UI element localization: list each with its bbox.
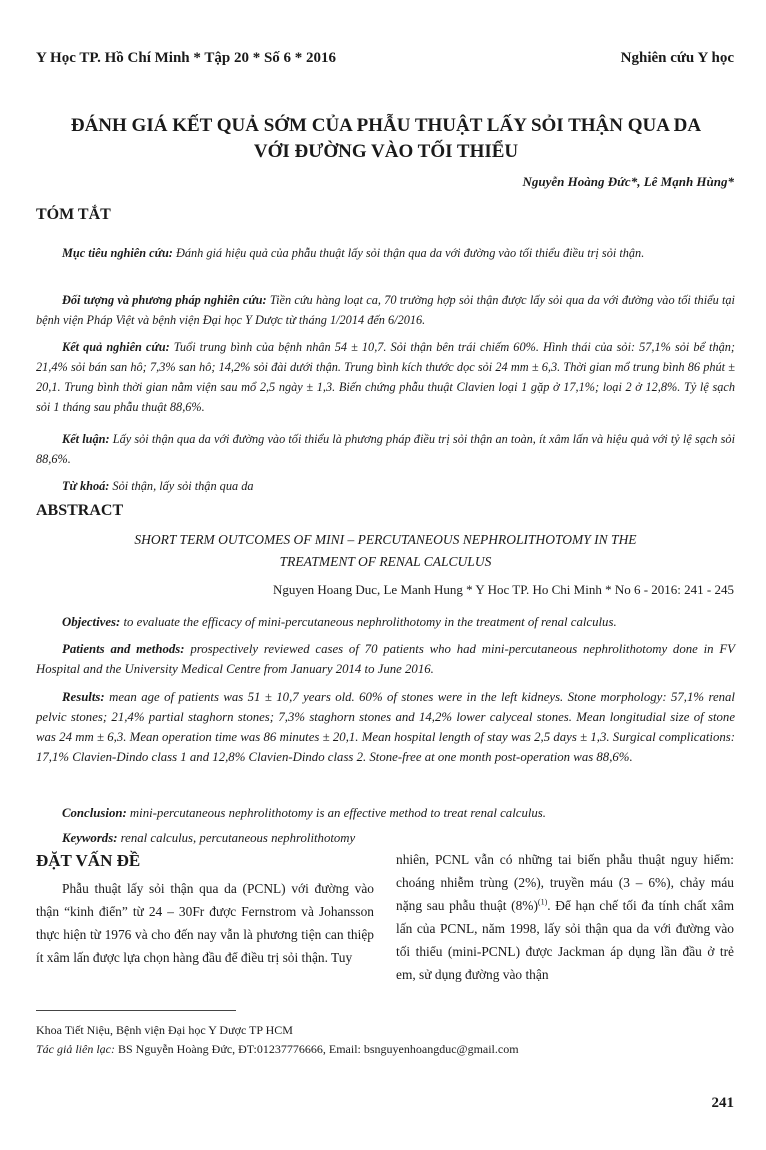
summary-keywords-text: Sỏi thận, lấy sỏi thận qua da [112, 479, 254, 493]
abstract-keywords-text: renal calculus, percutaneous nephrolithotomy [120, 831, 356, 845]
footnote-contact [36, 1042, 519, 1057]
abstract-title-line-2: TREATMENT OF RENAL CALCULUS [279, 554, 492, 569]
abstract-results [36, 687, 735, 767]
section-header: Nghiên cứu Y học [620, 50, 734, 66]
abstract-patients-label: Patients and methods: [62, 642, 185, 656]
summary-objective-text: Đánh giá hiệu quả của phẫu thuật lấy sỏi thận qua da với đường vào tối thiểu điều trị sỏi thận. [175, 246, 645, 260]
footnote-affiliation: Khoa Tiết Niệu, Bệnh viện Đại học Y Dược TP HCM [36, 1023, 293, 1037]
journal-header: Y Học TP. Hồ Chí Minh * Tập 20 * Số 6 * 2016 [36, 50, 337, 66]
page-number: 241 [711, 1095, 734, 1111]
footnote-divider [36, 1010, 236, 1011]
footnote-contact-label: Tác giả liên lạc: [36, 1042, 115, 1056]
summary-results-text: Tuổi trung bình của bệnh nhân 54 ± 10,7. Sỏi thận bên trái chiếm 60%. Hình thái của sỏi: 57,1% sỏi bể thận; 21,4% sỏi bán san hô; 7,3% san hô; 14,2% sỏi đài dưới thận. Trung bình kích thước dọc sỏi 24 mm ± 6,3. Thời gian mổ trung bình 86 phút ± 20,1. Trung bình thời gian nằm viện sau mổ 2,5 ngày ± 1,3. Biến chứng phẫu thuật Clavien loại 1 gặp ở 17,1%; loại 2 ở 12,8%. Tỷ lệ sạch sỏi 1 tháng sau phẫu thuật 88,6%. [36, 340, 735, 414]
summary-methods [36, 290, 735, 330]
abstract-patients [36, 639, 735, 679]
summary-keywords-label: Từ khoá: [62, 479, 110, 493]
summary-conclusion-label: Kết luận: [62, 432, 110, 446]
abstract-results-text: mean age of patients was 51 ± 10,7 years old. 60% of stones were in the left kidneys. Stone morphology: 57,1% renal pelvic stones; 21,4% partial staghorn stones; 7,3% staghorn stones and 14,2% lower calyceal stones. Mean longitudial size of stone was 24 mm ± 6,3. Mean operation time was 86 minutes ± 20,1. Mean hospital length of stay was 2,5 days ± 1,3. Surgical complications: 17,1% Clavien-Dindo class 1 and 12,8% Clavien-Dindo class 2. Stone-free at one month post-operation was 88,6%. [36, 690, 735, 764]
summary-conclusion-text: Lấy sỏi thận qua da với đường vào tối thiểu là phương pháp điều trị sỏi thận an toàn, ít xâm lấn và hiệu quả với tỷ lệ sạch sỏi 88,6%. [36, 432, 735, 466]
authors: Nguyễn Hoàng Đức*, Lê Mạnh Hùng* [522, 174, 734, 189]
summary-objective [36, 243, 735, 263]
intro-right-text-a: nhiên, PCNL vẫn có những tai biến phẫu thuật nguy hiểm: choáng nhiễm trùng (2%), truyền máu (3 – 6%), chảy máu nặng sau phẫu thuật (8%) [396, 852, 734, 913]
intro-left-column: Phẫu thuật lấy sỏi thận qua da (PCNL) với đường vào thận “kinh điển” từ 24 – 30Fr được Fernstrom và Johansson thực hiện từ 1976 và cho đến nay vẫn là phương tiện can thiệp ít xâm lấn được lựa chọn hàng đầu để điều trị sỏi thận. Tuy [36, 881, 374, 965]
reference-marker: (1) [537, 897, 548, 907]
summary-results-label: Kết quả nghiên cứu: [62, 340, 170, 354]
abstract-conclusion-label: Conclusion: [62, 806, 127, 820]
intro-right-text-b: . Để hạn chế tối đa tính chất xâm lấn của PCNL, năm 1998, lấy sỏi thận qua da với đường vào tối thiểu (mini-PCNL) được Jackman áp dụng lần đầu ở trẻ em, sử dụng đường vào thận [396, 898, 735, 982]
intro-heading: ĐẶT VẤN ĐỀ [36, 851, 141, 870]
summary-objective-label: Mục tiêu nghiên cứu: [62, 246, 173, 260]
abstract-keywords [36, 828, 735, 848]
abstract-objectives [36, 612, 735, 632]
abstract-patients-text: prospectively reviewed cases of 70 patients who had mini-percutaneous nephrolithotomy done in FV Hospital and the University Medical Centre from January 2014 to June 2016. [36, 642, 735, 676]
abstract-citation: Nguyen Hoang Duc, Le Manh Hung * Y Hoc TP. Ho Chi Minh * No 6 - 2016: 241 - 245 [273, 582, 734, 597]
summary-heading: TÓM TẮT [36, 206, 111, 223]
summary-methods-text: Tiền cứu hàng loạt ca, 70 trường hợp sỏi thận được lấy sỏi qua da với đường vào tối thiểu tại bệnh viện Pháp Việt và bệnh viện Đại học Y Dược từ tháng 1/2014 đến 6/2016. [36, 293, 735, 327]
abstract-keywords-label: Keywords: [62, 831, 118, 845]
intro-right-column [396, 848, 734, 986]
abstract-heading: ABSTRACT [36, 502, 124, 519]
abstract-objectives-text: to evaluate the efficacy of mini-percutaneous nephrolithotomy in the treatment of renal calculus. [123, 615, 617, 629]
summary-keywords [36, 476, 735, 496]
abstract-objectives-label: Objectives: [62, 615, 121, 629]
article-title-line-1: ĐÁNH GIÁ KẾT QUẢ SỚM CỦA PHẪU THUẬT LẤY SỎI THẬN QUA DA [70, 115, 702, 136]
article-title-line-2: VỚI ĐƯỜNG VÀO TỐI THIỂU [253, 141, 519, 162]
abstract-conclusion-text: mini-percutaneous nephrolithotomy is an effective method to treat renal calculus. [129, 806, 546, 820]
abstract-results-label: Results: [62, 690, 105, 704]
summary-methods-label: Đối tượng và phương pháp nghiên cứu: [62, 293, 267, 307]
summary-conclusion [36, 429, 735, 469]
summary-results [36, 337, 735, 417]
abstract-conclusion [36, 803, 735, 823]
footnote-contact-text: BS Nguyễn Hoàng Đức, ĐT:01237776666, Email: bsnguyenhoangduc@gmail.com [117, 1042, 519, 1056]
abstract-title-line-1: SHORT TERM OUTCOMES OF MINI – PERCUTANEOUS NEPHROLITHOTOMY IN THE [134, 532, 637, 547]
